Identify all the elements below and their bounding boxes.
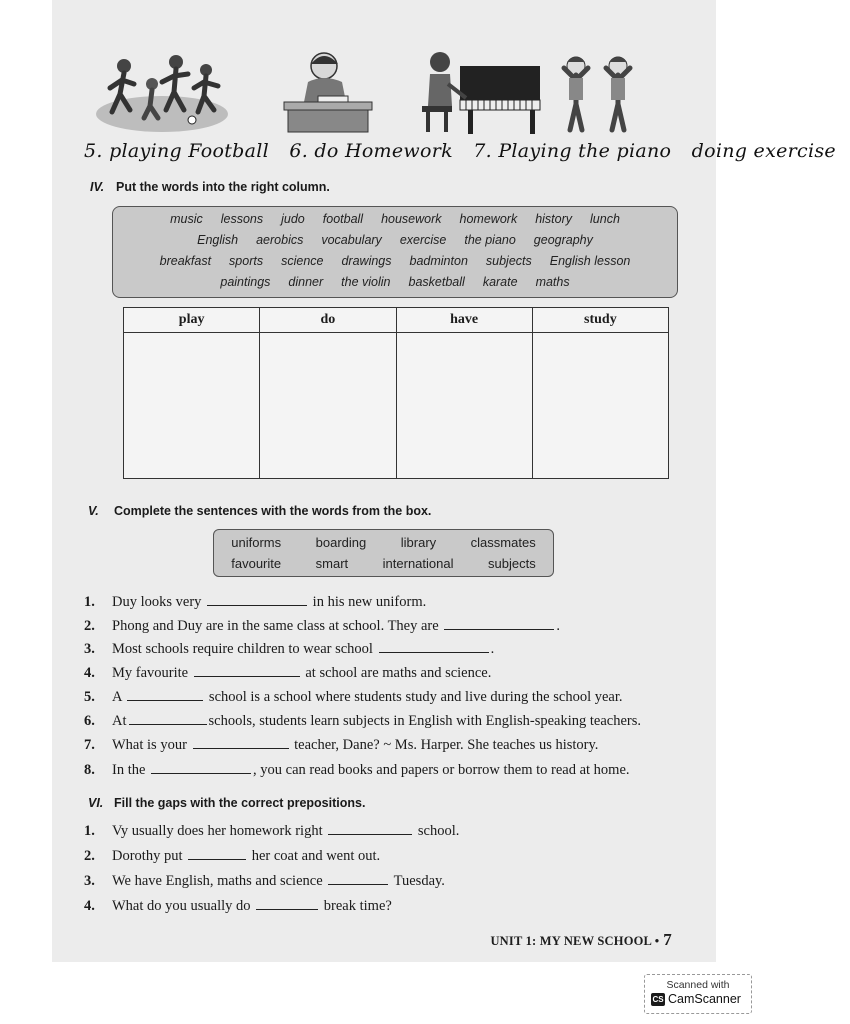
camscanner-logo-icon: CS bbox=[652, 995, 664, 1004]
section-4-title: Put the words into the right column. bbox=[116, 180, 330, 194]
word-item: smart bbox=[315, 556, 349, 571]
word-item: boarding bbox=[315, 535, 367, 550]
student-doing-homework-image bbox=[278, 44, 378, 136]
answer-blank[interactable] bbox=[256, 897, 318, 910]
children-playing-football-image bbox=[94, 44, 230, 136]
answer-cell-have[interactable] bbox=[396, 333, 532, 479]
answer-blank[interactable] bbox=[207, 593, 307, 606]
word-item: geography bbox=[533, 233, 593, 247]
column-header-play: play bbox=[124, 308, 260, 333]
section-5-sentence-2: 2. Phong and Duy are in the same class at school. They are . bbox=[84, 618, 560, 634]
word-item: basketball bbox=[408, 275, 465, 289]
section-6-sentence-3: 3. We have English, maths and science Tuesday. bbox=[84, 873, 445, 889]
answer-cell-do[interactable] bbox=[260, 333, 396, 479]
page-number: 7 bbox=[663, 930, 672, 949]
unit-label: UNIT 1: MY NEW SCHOOL • bbox=[490, 934, 660, 948]
word-item: favourite bbox=[231, 556, 282, 571]
word-item: drawings bbox=[341, 254, 392, 268]
word-item: lunch bbox=[590, 212, 620, 226]
section-6-sentence-2: 2. Dorothy put her coat and went out. bbox=[84, 848, 381, 864]
word-item: breakfast bbox=[159, 254, 212, 268]
word-item: music bbox=[170, 212, 203, 226]
section-5-sentence-8: 8. In the , you can read books and papers or borrow them to read at home. bbox=[84, 762, 630, 778]
word-item: English bbox=[197, 233, 239, 247]
answer-blank[interactable] bbox=[444, 617, 554, 630]
answer-blank[interactable] bbox=[194, 664, 300, 677]
word-item: subjects bbox=[485, 254, 532, 268]
word-item: international bbox=[382, 556, 454, 571]
answer-blank[interactable] bbox=[151, 761, 251, 774]
scanned-with-label: Scanned with bbox=[666, 979, 730, 991]
section-5-number: V. bbox=[88, 504, 99, 518]
section-6-heading bbox=[88, 796, 365, 810]
section-5-word-box bbox=[213, 529, 554, 577]
column-header-do: do bbox=[260, 308, 396, 333]
answer-blank[interactable] bbox=[328, 872, 388, 885]
girl-playing-piano-image bbox=[414, 44, 544, 136]
word-item: exercise bbox=[399, 233, 447, 247]
page-footer bbox=[490, 930, 672, 950]
handwritten-answer-5: 5. playing Football bbox=[84, 140, 269, 162]
word-item: library bbox=[400, 535, 437, 550]
word-item: history bbox=[535, 212, 573, 226]
section-4-number: IV. bbox=[90, 180, 105, 194]
word-columns-table bbox=[123, 307, 669, 479]
section-6-sentence-4: 4. What do you usually do break time? bbox=[84, 898, 392, 914]
word-box-row bbox=[113, 212, 677, 226]
word-box-row bbox=[113, 275, 677, 289]
answer-cell-play[interactable] bbox=[124, 333, 260, 479]
word-item: sports bbox=[229, 254, 264, 268]
word-box-row bbox=[214, 556, 553, 571]
handwritten-answer-6: 6. do Homework bbox=[289, 140, 453, 162]
word-item: homework bbox=[459, 212, 518, 226]
section-5-sentence-5: 5. A school is a school where students study and live during the school year. bbox=[84, 689, 623, 705]
section-6-title: Fill the gaps with the correct prepositions. bbox=[114, 796, 366, 810]
word-item: paintings bbox=[220, 275, 271, 289]
section-5-sentence-3: 3. Most schools require children to wear school . bbox=[84, 641, 495, 657]
section-6-sentence-1: 1. Vy usually does her homework right school. bbox=[84, 823, 460, 839]
word-item: aerobics bbox=[256, 233, 304, 247]
handwritten-answers bbox=[84, 140, 836, 172]
section-5-sentence-4: 4. My favourite at school are maths and science. bbox=[84, 665, 492, 681]
word-item: vocabulary bbox=[321, 233, 382, 247]
word-box-row bbox=[214, 535, 553, 550]
section-5-title: Complete the sentences with the words from the box. bbox=[114, 504, 432, 518]
word-item: judo bbox=[281, 212, 305, 226]
word-box-row bbox=[113, 233, 677, 247]
answer-blank[interactable] bbox=[193, 736, 289, 749]
word-item: uniforms bbox=[231, 535, 282, 550]
word-item: classmates bbox=[470, 535, 536, 550]
section-5-sentence-1: 1. Duy looks very in his new uniform. bbox=[84, 594, 427, 610]
answer-blank[interactable] bbox=[127, 688, 203, 701]
section-5-sentence-6: 6. At schools, students learn subjects in English with English-speaking teachers. bbox=[84, 713, 642, 729]
camscanner-brand: CamScanner bbox=[668, 992, 741, 1006]
word-item: science bbox=[281, 254, 324, 268]
word-item: English lesson bbox=[549, 254, 631, 268]
word-box-row bbox=[113, 254, 677, 268]
word-item: karate bbox=[482, 275, 518, 289]
word-item: maths bbox=[535, 275, 570, 289]
camscanner-badge bbox=[644, 974, 752, 1014]
section-4-heading bbox=[90, 180, 330, 194]
section-5-sentence-7: 7. What is your teacher, Dane? ~ Ms. Harper. She teaches us history. bbox=[84, 737, 599, 753]
table-answer-row bbox=[124, 333, 669, 479]
word-item: lessons bbox=[220, 212, 264, 226]
word-item: badminton bbox=[409, 254, 468, 268]
answer-blank[interactable] bbox=[188, 847, 246, 860]
answer-blank[interactable] bbox=[379, 640, 489, 653]
word-item: football bbox=[322, 212, 364, 226]
section-4-word-box bbox=[112, 206, 678, 298]
answer-cell-study[interactable] bbox=[532, 333, 668, 479]
table-header-row bbox=[124, 308, 669, 333]
kids-exercising-image bbox=[556, 44, 640, 136]
handwritten-answer-8: doing exercise bbox=[691, 140, 836, 162]
section-5-heading bbox=[88, 504, 431, 518]
word-item: housework bbox=[381, 212, 442, 226]
word-item: subjects bbox=[488, 556, 536, 571]
word-item: the piano bbox=[464, 233, 516, 247]
section-6-number: VI. bbox=[88, 796, 104, 810]
word-item: the violin bbox=[341, 275, 391, 289]
column-header-study: study bbox=[532, 308, 668, 333]
answer-blank[interactable] bbox=[129, 712, 207, 725]
answer-blank[interactable] bbox=[328, 822, 412, 835]
column-header-have: have bbox=[396, 308, 532, 333]
handwritten-answer-7: 7. Playing the piano bbox=[473, 140, 672, 162]
word-item: dinner bbox=[288, 275, 324, 289]
